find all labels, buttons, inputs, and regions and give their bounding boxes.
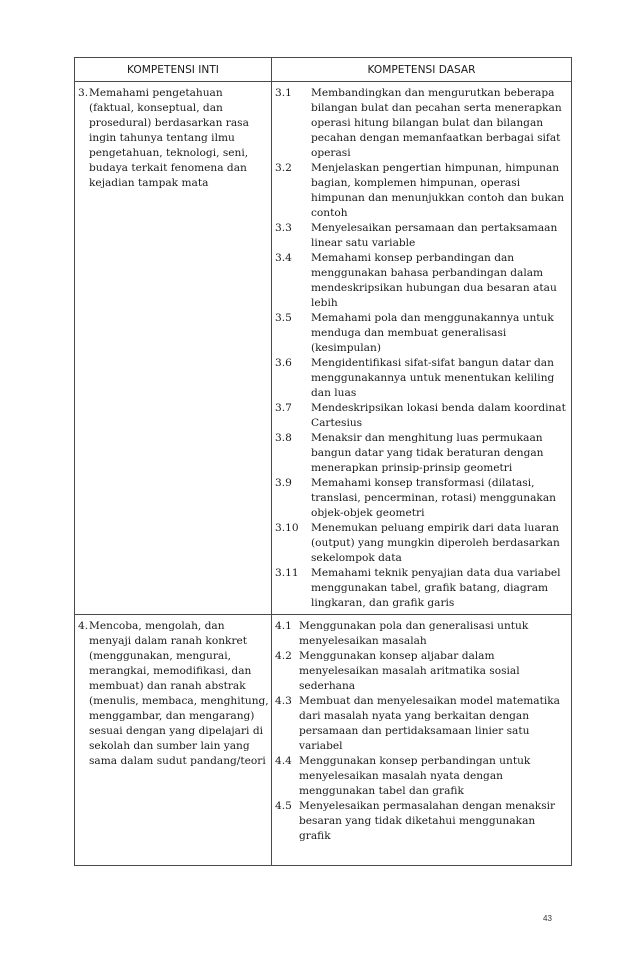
header-row	[75, 58, 572, 82]
header-kompetensi-dasar: KOMPETENSI DASAR	[272, 58, 572, 82]
header-kompetensi-inti: KOMPETENSI INTI	[75, 58, 272, 82]
kd-item	[275, 476, 569, 521]
kd-item	[275, 161, 569, 221]
kd-number: 3.1	[275, 87, 292, 99]
kd-cell	[272, 615, 572, 866]
ki-number: 4.	[78, 620, 89, 632]
kd-item	[275, 799, 569, 844]
kd-text: Menemukan peluang empirik dari data luaran (output) yang mungkin diperoleh berdasarkan sekelompok data	[311, 522, 560, 564]
kd-cell	[272, 82, 572, 615]
kd-number: 3.2	[275, 162, 292, 174]
ki-text: Memahami pengetahuan (faktual, konseptual, dan prosedural) berdasarkan rasa ingin tahunya tentang ilmu pengetahuan, teknologi, seni, budaya terkait fenomena dan kejadian tampak mata	[89, 87, 249, 189]
kd-item	[275, 356, 569, 401]
ki-text: Mencoba, mengolah, dan menyaji dalam ranah konkret (menggunakan, mengurai, merangkai, memodifikasi, dan membuat) dan ranah abstrak (menulis, membaca, menghitung, menggambar, dan mengarang) sesuai dengan yang dipelajari di sekolah dan sumber lain yang sama dalam sudut pandang/teori	[89, 620, 269, 767]
page-number: 43	[543, 914, 552, 923]
kd-number: 4.5	[275, 800, 292, 812]
kd-number: 3.9	[275, 477, 292, 489]
kd-number: 3.8	[275, 432, 292, 444]
kd-item	[275, 649, 569, 694]
kd-number: 4.4	[275, 755, 292, 767]
kd-item	[275, 431, 569, 476]
kd-number: 4.2	[275, 650, 292, 662]
ki-number: 3.	[78, 87, 89, 99]
kd-number: 4.3	[275, 695, 292, 707]
kd-text: Menggunakan konsep perbandingan untuk menyelesaikan masalah nyata dengan menggunakan tabel dan grafik	[299, 755, 531, 797]
kd-item	[275, 401, 569, 431]
kd-number: 3.3	[275, 222, 292, 234]
kd-item	[275, 694, 569, 754]
kd-number: 3.6	[275, 357, 292, 369]
kd-text: Mengidentifikasi sifat-sifat bangun datar dan menggunakannya untuk menentukan keliling dan luas	[311, 357, 555, 399]
kd-text: Menyelesaikan permasalahan dengan menaksir besaran yang tidak diketahui menggunakan grafik	[299, 800, 556, 842]
kd-number: 3.11	[275, 567, 299, 579]
kd-text: Menaksir dan menghitung luas permukaan bangun datar yang tidak beraturan dengan menerapkan prinsip-prinsip geometri	[311, 432, 544, 474]
table-row-ki-4	[75, 615, 572, 866]
kd-item	[275, 311, 569, 356]
kd-item	[275, 566, 569, 611]
kd-item	[275, 521, 569, 566]
kd-text: Menggunakan konsep aljabar dalam menyelesaikan masalah aritmatika sosial sederhana	[299, 650, 520, 692]
kd-text: Menjelaskan pengertian himpunan, himpunan bagian, komplemen himpunan, operasi himpunan dan menunjukkan contoh dan bukan contoh	[311, 162, 565, 219]
kd-number: 3.4	[275, 252, 292, 264]
kd-text: Membandingkan dan mengurutkan beberapa bilangan bulat dan pecahan serta menerapkan operasi hitung bilangan bulat dan bilangan pecahan dengan memanfaatkan berbagai sifat operasi	[311, 87, 562, 159]
kd-item	[275, 251, 569, 311]
kd-text: Memahami pola dan menggunakannya untuk menduga dan membuat generalisasi (kesimpulan)	[311, 312, 554, 354]
kd-number: 3.7	[275, 402, 292, 414]
kd-item	[275, 619, 569, 649]
kd-text: Memahami teknik penyajian data dua variabel menggunakan tabel, grafik batang, diagram lingkaran, dan grafik garis	[311, 567, 561, 609]
kd-text: Mendeskripsikan lokasi benda dalam koordinat Cartesius	[311, 402, 566, 429]
ki-cell	[75, 615, 272, 866]
ki-cell	[75, 82, 272, 615]
kd-text: Menyelesaikan persamaan dan pertaksamaan linear satu variable	[311, 222, 558, 249]
kd-number: 3.5	[275, 312, 292, 324]
table-row-ki-3	[75, 82, 572, 615]
kd-item	[275, 86, 569, 161]
kd-text: Memahami konsep perbandingan dan menggunakan bahasa perbandingan dalam mendeskripsikan hubungan dua besaran atau lebih	[311, 252, 557, 309]
kd-item	[275, 221, 569, 251]
competency-table	[74, 57, 572, 866]
kd-number: 3.10	[275, 522, 299, 534]
kd-text: Memahami konsep transformasi (dilatasi, translasi, pencerminan, rotasi) menggunakan objek-objek geometri	[311, 477, 556, 519]
kd-item	[275, 754, 569, 799]
kd-text: Membuat dan menyelesaikan model matematika dari masalah nyata yang berkaitan dengan persamaan dan pertidaksamaan linier satu variabel	[299, 695, 560, 752]
kd-number: 4.1	[275, 620, 292, 632]
kd-text: Menggunakan pola dan generalisasi untuk menyelesaikan masalah	[299, 620, 529, 647]
